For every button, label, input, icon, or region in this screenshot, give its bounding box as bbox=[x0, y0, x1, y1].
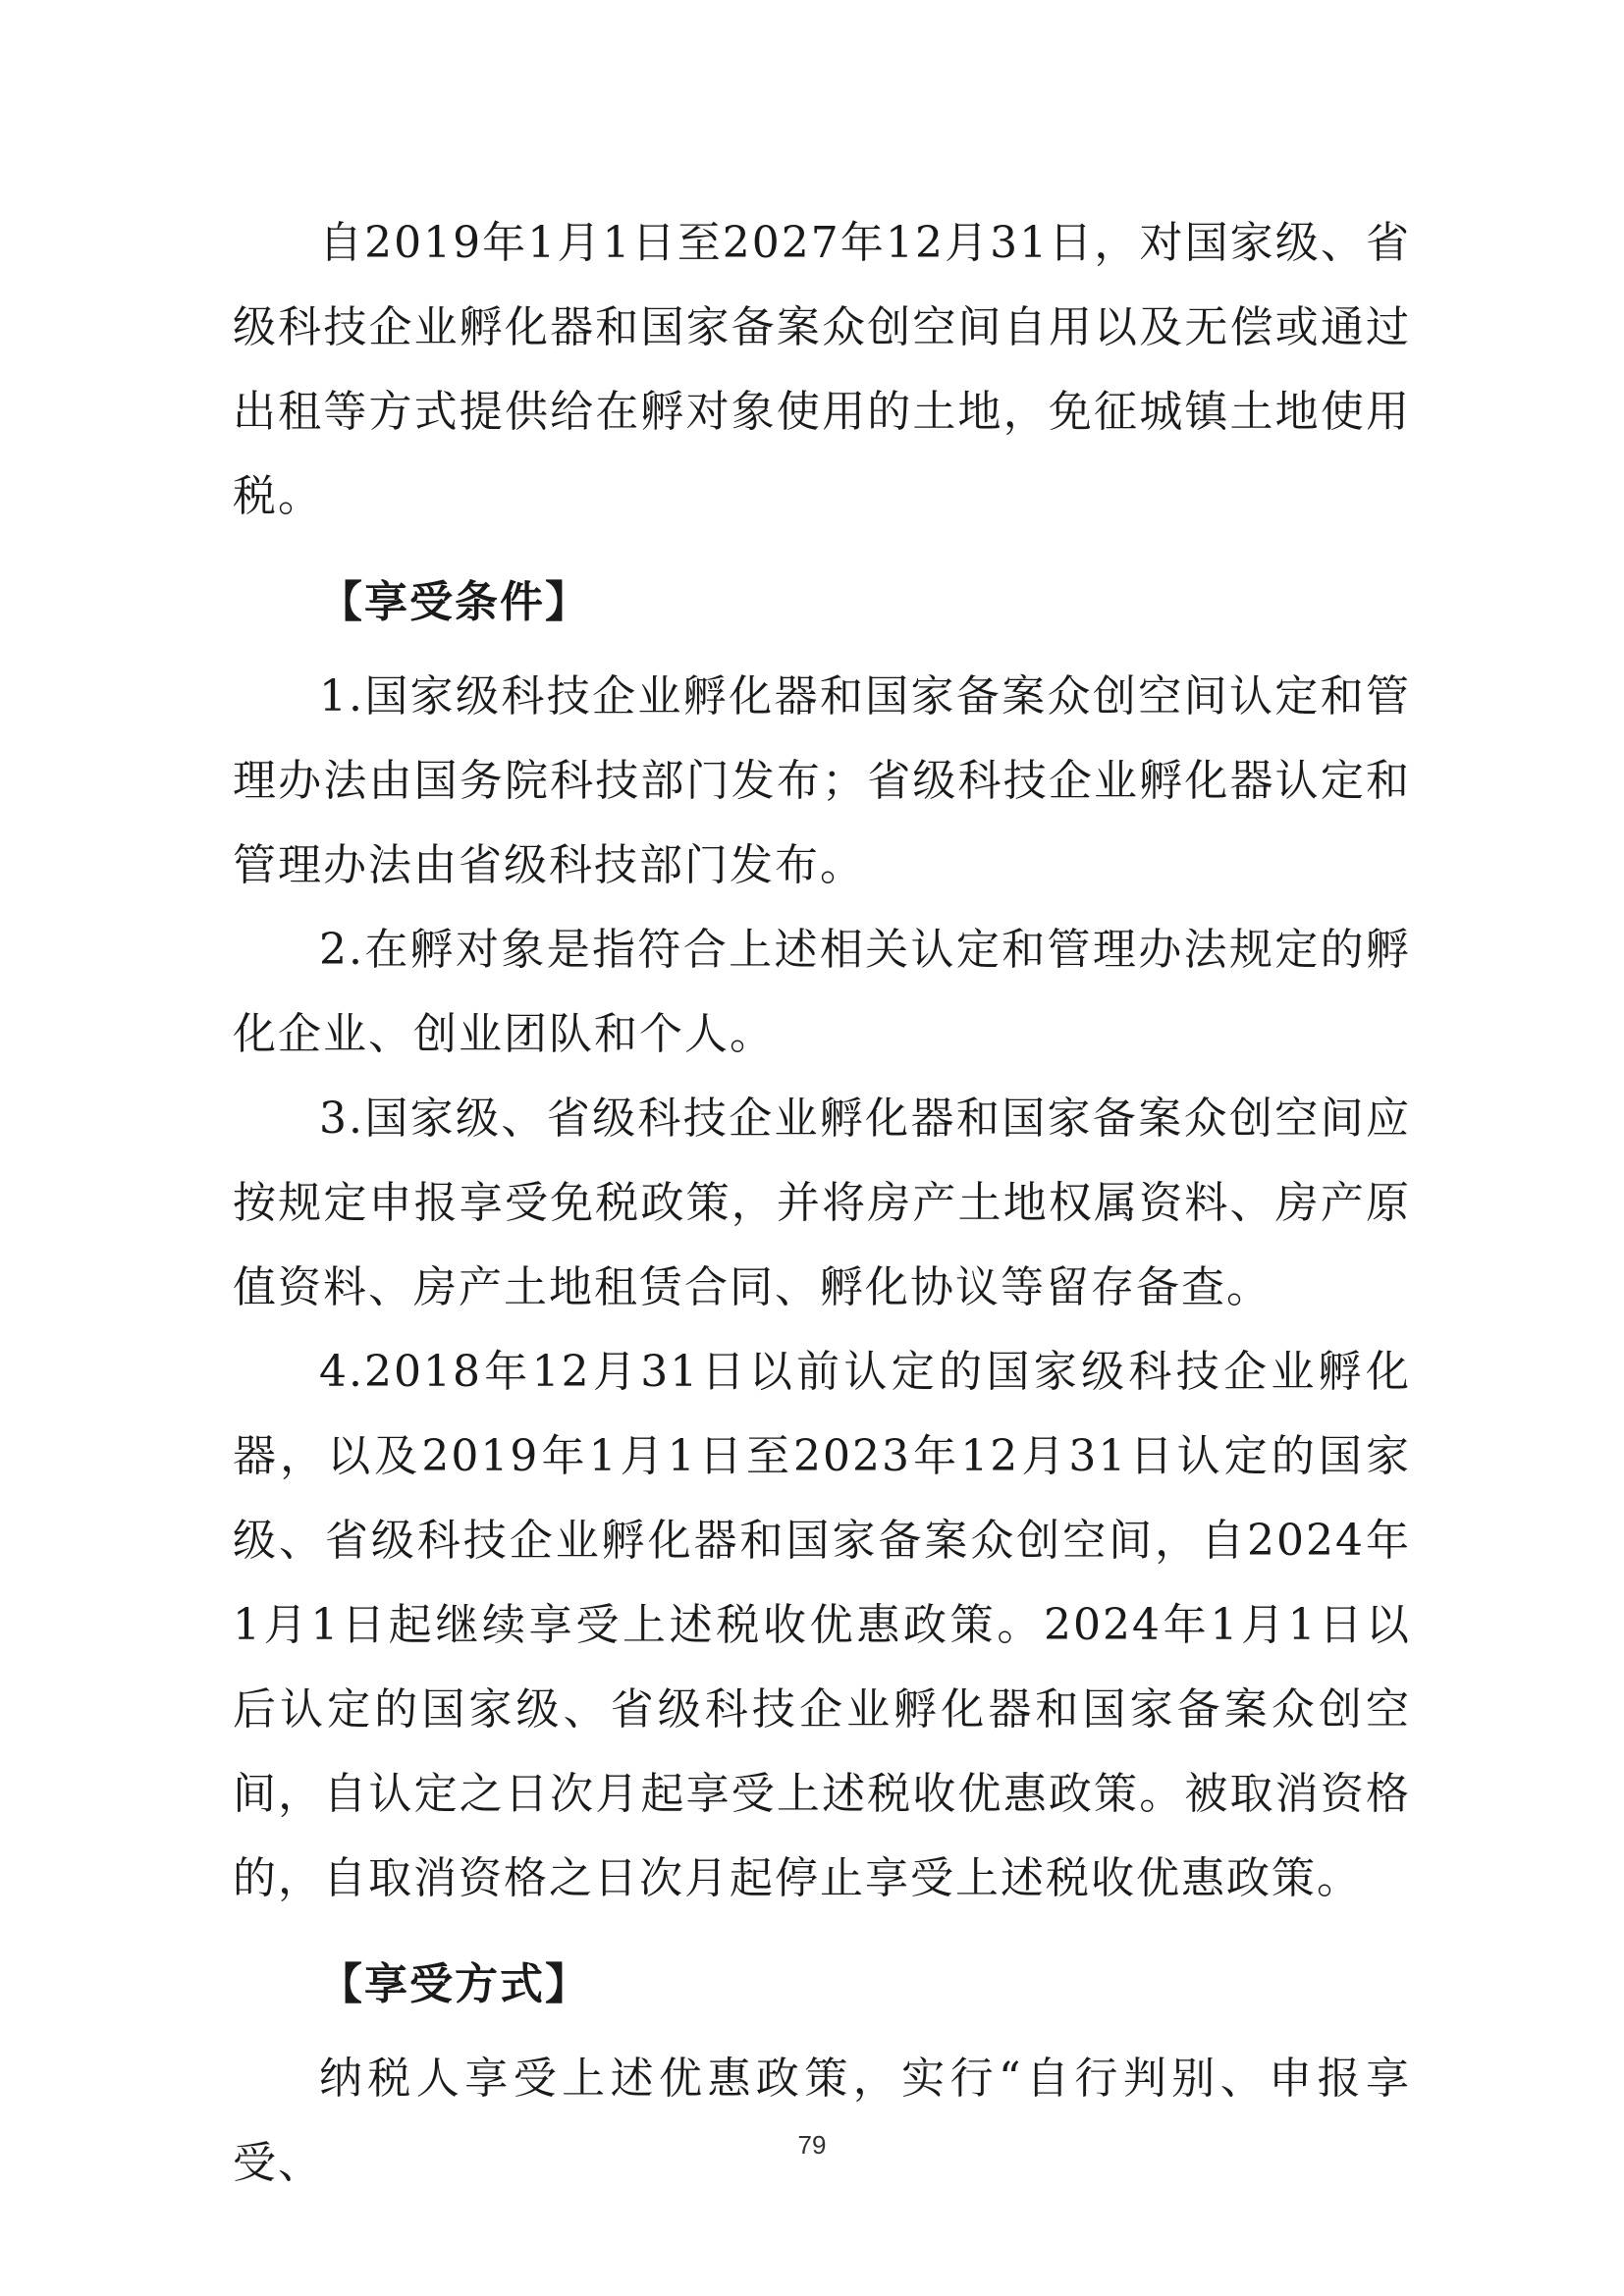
condition-item-4: 4.2018年12月31日以前认定的国家级科技企业孵化器，以及2019年1月1日至2023年12月31日认定的国家级、省级科技企业孵化器和国家备案众创空间，自2024年1月1日起继续享受上述税收优惠政策。2024年1月1日以后认定的国家级、省级科技企业孵化器和国家备案众创空间，自认定之日次月起享受上述税收优惠政策。被取消资格的，自取消资格之日次月起停止享受上述税收优惠政策。 bbox=[233, 1347, 1411, 1903]
intro-paragraph: 自2019年1月1日至2027年12月31日，对国家级、省级科技企业孵化器和国家备案众创空间自用以及无偿或通过出租等方式提供给在孵对象使用的土地，免征城镇土地使用税。 bbox=[233, 218, 1411, 521]
condition-item-2: 2.在孵对象是指符合上述相关认定和管理办法规定的孵化企业、创业团队和个人。 bbox=[233, 925, 1411, 1059]
document-body bbox=[233, 201, 1411, 2206]
page-number: 79 bbox=[797, 2130, 827, 2160]
section-heading-method: 【享受方式】 bbox=[319, 1959, 590, 2009]
method-paragraph: 纳税人享受上述优惠政策，实行“自行判别、申报享受、 bbox=[233, 2054, 1411, 2188]
condition-item-1: 1.国家级科技企业孵化器和国家备案众创空间认定和管理办法由国务院科技部门发布；省级科技企业孵化器认定和管理办法由省级科技部门发布。 bbox=[233, 671, 1411, 890]
section-heading-conditions: 【享受条件】 bbox=[319, 577, 590, 627]
condition-item-3: 3.国家级、省级科技企业孵化器和国家备案众创空间应按规定申报享受免税政策，并将房产土地权属资料、房产原值资料、房产土地租赁合同、孵化协议等留存备查。 bbox=[233, 1094, 1411, 1312]
